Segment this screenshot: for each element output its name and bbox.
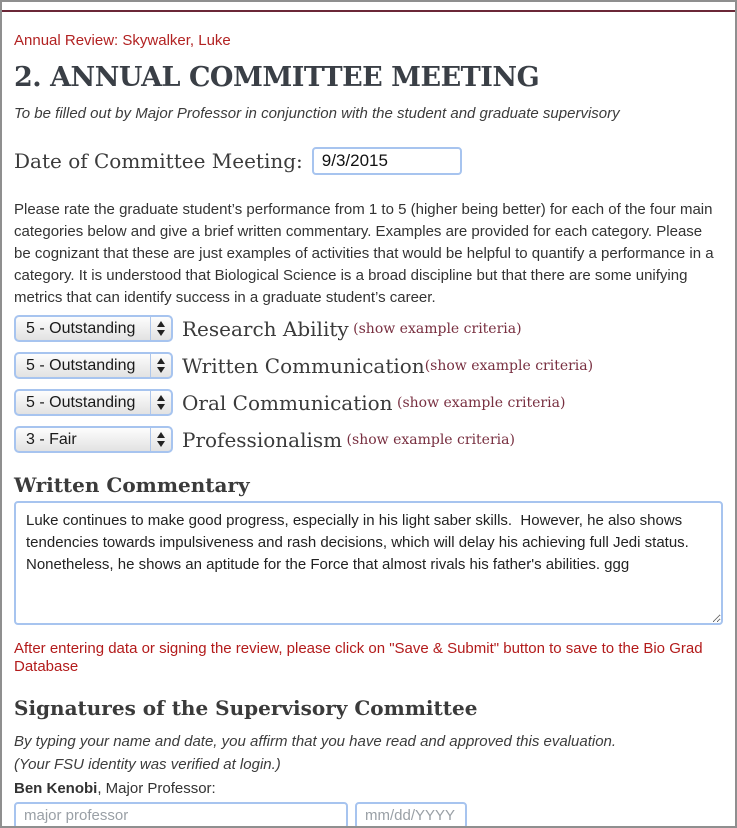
meeting-date-label: Date of Committee Meeting: [14,149,303,173]
research-ability-label: Research Ability [182,316,349,341]
professionalism-criteria-link[interactable]: (show example criteria) [342,431,515,448]
up-down-arrows-icon [151,428,171,451]
written-rating-value: 5 - Outstanding [26,356,136,374]
annual-review-link[interactable]: Annual Review: Skywalker, Luke [14,32,231,49]
signer-role: , Major Professor: [97,780,216,797]
oral-criteria-link[interactable]: (show example criteria) [392,394,566,411]
signature-date-input[interactable] [355,802,467,828]
affirmation-line-2: (Your FSU identity was verified at login.) [14,756,281,773]
form-content [2,12,735,828]
commentary-textarea[interactable] [14,501,723,625]
oral-communication-label: Oral Communication [182,390,393,415]
signer-line [14,780,723,798]
written-criteria-link[interactable]: (show example criteria) [424,357,594,374]
page-subtitle: To be filled out by Major Professor in conjunction with the student and graduate supervisory [14,105,620,122]
signer-name: Ben Kenobi [14,780,98,797]
rating-row-professionalism [14,426,723,453]
page-title: 2. ANNUAL COMMITTEE MEETING [14,62,540,93]
written-commentary-heading: Written Commentary [14,473,250,497]
ratings-list [14,315,723,453]
research-rating-value: 5 - Outstanding [26,319,136,337]
rating-row-written [14,352,723,379]
meeting-date-input[interactable] [312,147,462,175]
up-down-arrows-icon [151,317,171,340]
rating-row-research [14,315,723,342]
rating-row-oral [14,389,723,416]
rating-instructions: Please rate the graduate student’s performance from 1 to 5 (higher being better) for each of the four main categories below and give a brief written commentary. Examples are provided for each category. Please be cognizant that these are just examples of activities that would be helpful to quantify a performance in a category. It is understood that Biological Science is a broad discipline but that there are some unifying metrics that can identify success in a graduate student’s career. [14,201,714,306]
oral-rating-value: 5 - Outstanding [26,393,136,411]
oral-rating-select[interactable] [14,389,173,416]
signature-inputs-row [14,802,723,828]
professionalism-label: Professionalism [182,427,343,452]
written-rating-select[interactable] [14,352,173,379]
meeting-date-row [14,147,723,175]
professionalism-rating-select[interactable] [14,426,173,453]
up-down-arrows-icon [151,391,171,414]
save-submit-note: After entering data or signing the review, please click on "Save & Submit" button to save to the Bio Grad Database [14,640,703,675]
written-communication-label: Written Communication [182,353,425,378]
research-rating-select[interactable] [14,315,173,342]
affirmation-text [14,730,723,776]
major-professor-signature-input[interactable] [14,802,348,828]
affirmation-line-1: By typing your name and date, you affirm that you have read and approved this evaluation. [14,733,617,750]
up-down-arrows-icon [151,354,171,377]
professionalism-rating-value: 3 - Fair [26,430,77,448]
research-criteria-link[interactable]: (show example criteria) [348,320,522,337]
signatures-heading: Signatures of the Supervisory Committee [14,696,478,720]
